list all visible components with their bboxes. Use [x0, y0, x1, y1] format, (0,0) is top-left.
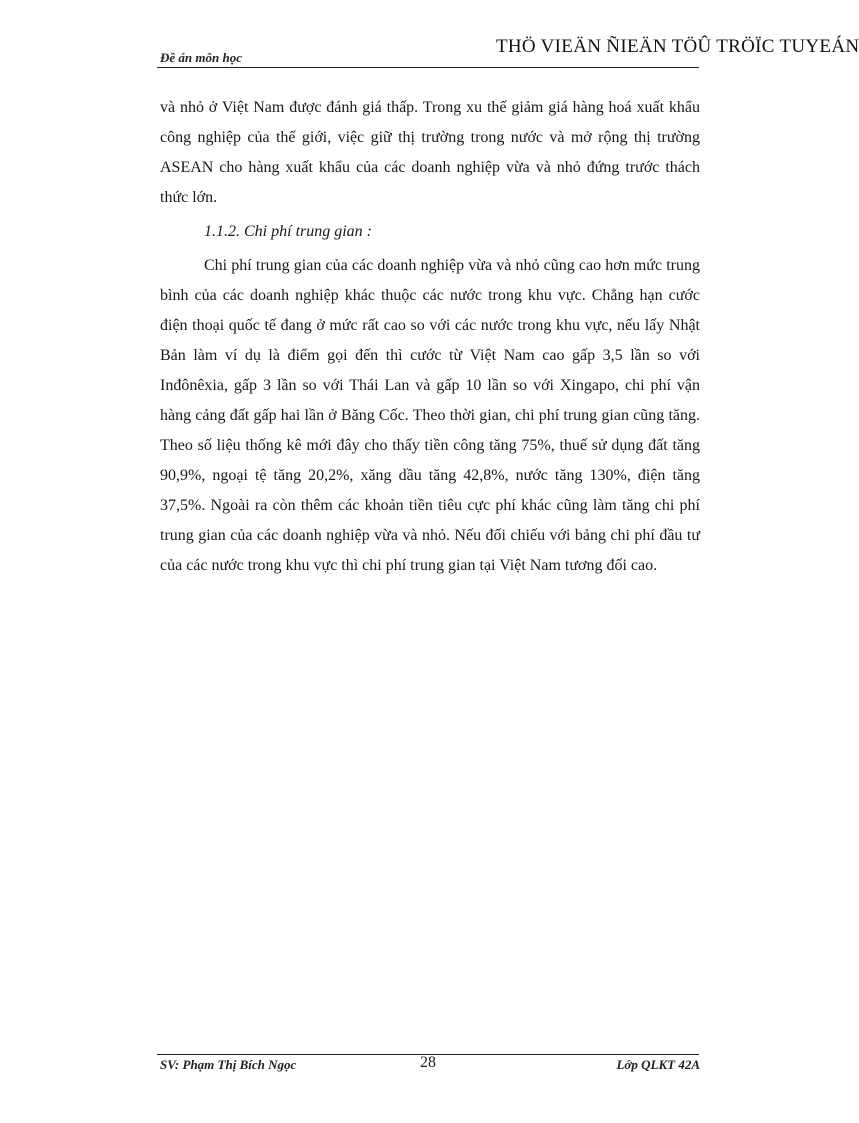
paragraph-intermediate-costs: Chi phí trung gian của các doanh nghiệp vừa và nhỏ cũng cao hơn mức trung bình của các doanh nghiệp khác thuộc các nước trong khu vực. Chẳng hạn cước điện thoại quốc tế đang ở mức rất cao so với các nước trong khu vực, nếu lấy Nhật Bản làm ví dụ là điểm gọi đến thì cước từ Việt Nam cao gấp 3,5 lần so với Inđônêxia, gấp 3 lần so với Thái Lan và gấp 10 lần so với Xingapo, chi phí vận hàng cảng đất gấp hai lần ở Băng Cốc. Theo thời gian, chi phí trung gian cũng tăng. Theo số liệu thống kê mới đây cho thấy tiền công tăng 75%, thuế sử dụng đất tăng 90,9%, ngoại tệ tăng 20,2%, xăng dầu tăng 42,8%, nước tăng 130%, điện tăng 37,5%. Ngoài ra còn thêm các khoản tiền tiêu cực phí khác cũng làm tăng chi phí trung gian của các doanh nghiệp vừa và nhỏ. Nếu đối chiếu với bảng chi phí đầu tư của các nước trong khu vực thì chi phí trung gian tại Việt Nam tương đối cao.: [160, 257, 700, 574]
header-library-title: THÖ VIEÄN ÑIEÄN TÖÛ TRÖÏC TUYEÁN: [496, 36, 859, 57]
page-number: 28: [420, 1054, 436, 1071]
section-heading: 1.1.2. Chi phí trung gian :: [204, 223, 373, 240]
footer-student-name: SV: Phạm Thị Bích Ngọc: [160, 1057, 297, 1072]
page-body: [160, 93, 700, 581]
header-course-label: Đề án môn học: [160, 50, 242, 65]
footer-class-label: Lớp QLKT 42A: [616, 1057, 700, 1072]
header-divider: [157, 67, 699, 68]
paragraph-continuation: và nhỏ ở Việt Nam được đánh giá thấp. Trong xu thế giảm giá hàng hoá xuất khẩu công nghiệp của thế giới, việc giữ thị trường trong nước và mở rộng thị trường ASEAN cho hàng xuất khẩu của các doanh nghiệp vừa và nhỏ đứng trước thách thức lớn.: [160, 99, 700, 206]
